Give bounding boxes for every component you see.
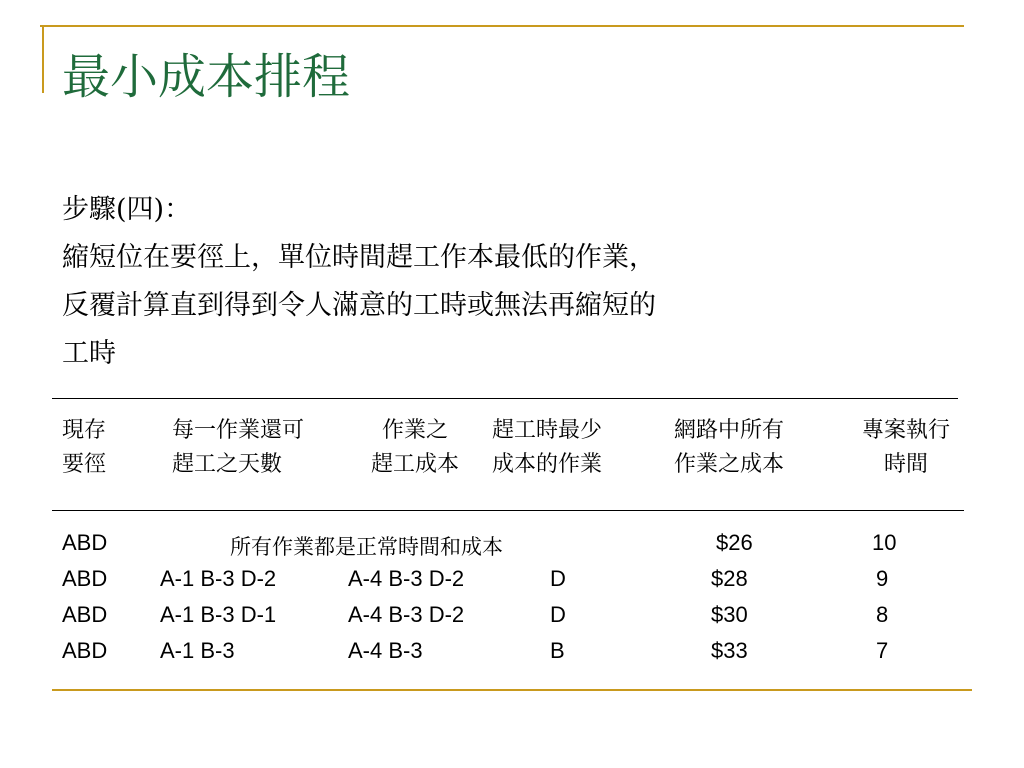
table-cell-cost: A-4 B-3 <box>348 638 423 663</box>
table-top-rule <box>52 398 958 399</box>
table-cell-cost: A-4 B-3 D-2 <box>348 602 465 627</box>
body-line: 工時 <box>62 338 116 369</box>
top-accent-line <box>40 25 964 27</box>
table-cell-time: 9 <box>876 566 889 591</box>
header-project-time: 專案執行 時間 <box>861 418 950 477</box>
header-current-path: 現存 要徑 <box>62 418 107 477</box>
table-cell-days: A-1 B-3 D-2 <box>160 566 277 591</box>
table-cell-total: $33 <box>711 638 748 663</box>
body-line: 步驟(四)： <box>62 194 192 225</box>
slide-title: 最小成本排程 <box>62 49 351 105</box>
table-cell-note: 所有作業都是正常時間和成本 <box>230 535 503 559</box>
bottom-accent-line <box>52 689 972 691</box>
table-cell-time: 10 <box>872 530 897 555</box>
header-crash-cost: 作業之 趕工成本 <box>370 418 459 477</box>
body-line: 反覆計算直到得到令人滿意的工時或無法再縮短的 <box>62 290 656 321</box>
table-cell-total: $26 <box>716 530 753 555</box>
table-cell-time: 7 <box>876 638 889 663</box>
header-total-cost: 網路中所有 作業之成本 <box>674 418 785 477</box>
table-cell-cost: A-4 B-3 D-2 <box>348 566 465 591</box>
header-crash-days: 每一作業還可 趕工之天數 <box>172 418 305 477</box>
body-line: 縮短位在要徑上，單位時間趕工作本最低的作業， <box>62 242 656 273</box>
table-cell-path: ABD <box>62 602 108 627</box>
table-cell-total: $28 <box>711 566 748 591</box>
left-accent-line <box>42 27 44 93</box>
table-cell-time: 8 <box>876 602 889 627</box>
table-cell-path: ABD <box>62 638 108 663</box>
table-cell-min-activity: D <box>550 566 566 591</box>
table-cell-min-activity: D <box>550 602 566 627</box>
header-min-cost-activity: 趕工時最少 成本的作業 <box>492 418 603 477</box>
table-header-rule <box>52 510 964 511</box>
table-cell-min-activity: B <box>550 638 565 663</box>
table-cell-days: A-1 B-3 D-1 <box>160 602 277 627</box>
body-text <box>62 186 656 378</box>
table-cell-path: ABD <box>62 530 108 555</box>
table-cell-total: $30 <box>711 602 748 627</box>
table-cell-path: ABD <box>62 566 108 591</box>
table-cell-days: A-1 B-3 <box>160 638 235 663</box>
